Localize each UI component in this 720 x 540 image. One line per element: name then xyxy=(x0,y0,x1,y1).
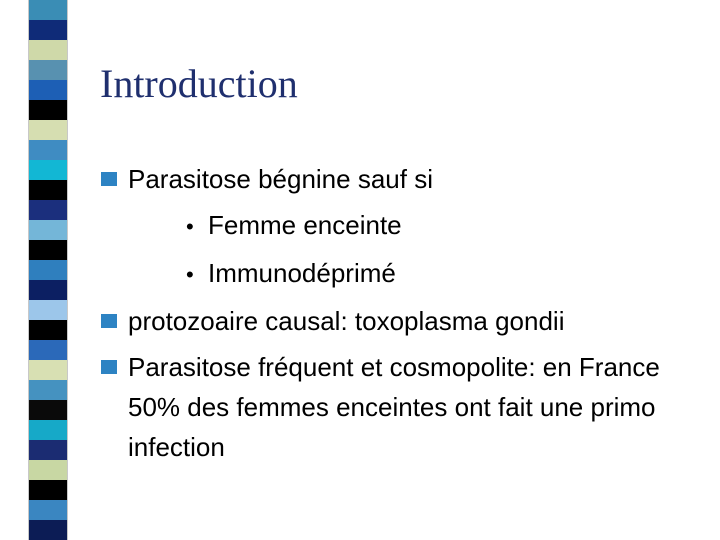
stripe-tile xyxy=(29,360,67,381)
stripe-tile xyxy=(29,200,67,221)
stripe-tile xyxy=(29,220,67,241)
dot-bullet-icon: • xyxy=(186,214,194,239)
stripe-tile xyxy=(29,160,67,181)
stripe-tile xyxy=(29,80,67,101)
stripe-tile xyxy=(29,420,67,441)
bullet-text-1: Parasitose bégnine sauf si xyxy=(128,164,433,194)
stripe-tile xyxy=(29,260,67,281)
stripe-tile xyxy=(29,320,67,341)
sub-bullet-text-2: Immunodéprimé xyxy=(208,258,396,288)
slide-title: Introduction xyxy=(100,61,298,106)
dot-bullet-icon: • xyxy=(186,262,194,287)
stripe-tile xyxy=(29,240,67,261)
sub-bullet-item-2 xyxy=(186,250,700,298)
bullet-list xyxy=(100,156,700,467)
stripe-tile xyxy=(29,440,67,461)
decorative-stripe xyxy=(28,0,68,540)
stripe-tile xyxy=(29,140,67,161)
stripe-tile xyxy=(29,20,67,41)
stripe-tile xyxy=(29,100,67,121)
sub-bullet-list xyxy=(128,202,700,298)
stripe-tile xyxy=(29,120,67,141)
bullet-text-3: Parasitose fréquent et cosmopolite: en France 50% des femmes enceintes ont fait une primo infection xyxy=(128,352,660,462)
square-bullet-icon xyxy=(101,360,117,374)
stripe-tile xyxy=(29,520,67,540)
bullet-item-3 xyxy=(100,344,700,467)
stripe-tile xyxy=(29,340,67,361)
stripe-tile xyxy=(29,300,67,321)
stripe-tile xyxy=(29,480,67,501)
sub-bullet-text-1: Femme enceinte xyxy=(208,210,402,240)
stripe-tile xyxy=(29,60,67,81)
stripe-tile xyxy=(29,460,67,481)
stripe-tile xyxy=(29,180,67,201)
sub-bullet-item-1 xyxy=(186,202,700,250)
bullet-item-1 xyxy=(100,156,700,298)
stripe-tile xyxy=(29,380,67,401)
stripe-tile xyxy=(29,500,67,521)
stripe-tile xyxy=(29,280,67,301)
square-bullet-icon xyxy=(101,172,117,186)
bullet-text-2: protozoaire causal: toxoplasma gondii xyxy=(128,306,565,336)
bullet-item-2 xyxy=(100,298,700,344)
stripe-tile xyxy=(29,40,67,61)
stripe-tile xyxy=(29,400,67,421)
stripe-tile xyxy=(29,0,67,21)
square-bullet-icon xyxy=(101,314,117,328)
